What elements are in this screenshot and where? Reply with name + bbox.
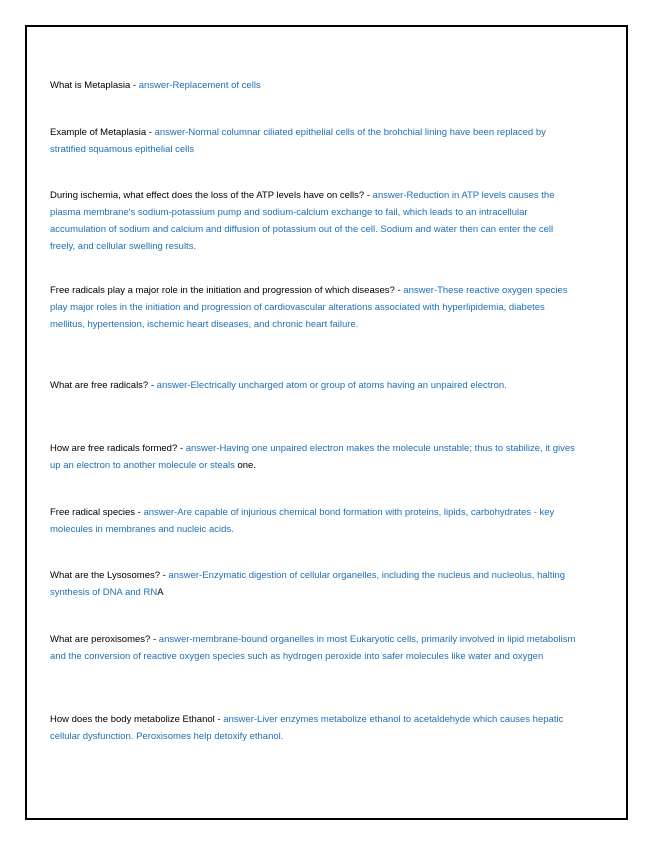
- answer-text: answer-Having one unpaired electron makes the molecule unstable; thus to stabilize, it gives up an electron to another molecule or steals: [50, 443, 575, 471]
- qa-item: [50, 282, 580, 333]
- answer-text: answer-Liver enzymes metabolize ethanol to acetaldehyde which causes hepatic cellular dysfunction. Peroxisomes help detoxify ethanol.: [50, 714, 564, 742]
- separator: -: [394, 285, 404, 296]
- question-text: What are the Lysosomes?: [50, 570, 161, 581]
- separator: -: [214, 714, 224, 725]
- question-text: How does the body metabolize Ethanol: [50, 714, 215, 725]
- answer-text: answer-Normal columnar ciliated epithelial cells of the brohchial lining have been replaced by stratified squamous epithelial cells: [50, 127, 546, 155]
- answer-tail: one.: [234, 460, 256, 471]
- separator: -: [177, 443, 186, 454]
- separator: -: [146, 127, 155, 138]
- question-text: Example of Metaplasia: [50, 127, 147, 138]
- separator: -: [150, 634, 159, 645]
- qa-item: [50, 567, 580, 601]
- qa-item: [50, 187, 580, 255]
- answer-text: answer-These reactive oxygen species play major roles in the initiation and progression of cardiovascular alterations associated with hyperlipidemia, diabetes mellitus, hypertension, ischemic heart diseases, and chronic heart failure.: [50, 285, 568, 330]
- answer-tail: A: [157, 587, 164, 598]
- question-text: Free radical species: [50, 507, 136, 518]
- separator: -: [148, 380, 157, 391]
- answer-text: answer-Replacement of cells: [138, 80, 261, 91]
- separator: -: [364, 190, 373, 201]
- separator: -: [135, 507, 144, 518]
- question-text: Free radicals play a major role in the initiation and progression of which diseases?: [50, 285, 395, 296]
- answer-text: answer-Are capable of injurious chemical bond formation with proteins, lipids, carbohydrates - key molecules in membranes and nucleic acids.: [50, 507, 555, 535]
- answer-text: answer-Electrically uncharged atom or group of atoms having an unpaired electron.: [156, 380, 507, 391]
- qa-item: [50, 77, 580, 94]
- separator: -: [130, 80, 139, 91]
- qa-item: [50, 631, 580, 665]
- question-text: During ischemia, what effect does the loss of the ATP levels have on cells?: [50, 190, 365, 201]
- separator: -: [160, 570, 169, 581]
- question-text: How are free radicals formed?: [50, 443, 178, 454]
- qa-item: [50, 440, 580, 474]
- qa-item: [50, 124, 580, 158]
- qa-item: [50, 504, 580, 538]
- answer-text: answer-Reduction in ATP levels causes the plasma membrane's sodium-potassium pump and sodium-calcium exchange to fail, which leads to an intracellular accumulation of sodium and calcium and diffusion of potassium out of the cell. Sodium and water then can enter the cell freely, and cellular swelling results.: [50, 190, 555, 252]
- question-text: What are free radicals?: [50, 380, 149, 391]
- qa-item: [50, 711, 580, 745]
- question-text: What is Metaplasia: [50, 80, 131, 91]
- answer-text: answer-Enzymatic digestion of cellular organelles, including the nucleus and nucleolus, halting synthesis of DNA and RN: [50, 570, 566, 598]
- qa-item: [50, 377, 580, 394]
- answer-text: answer-membrane-bound organelles in most Eukaryotic cells, primarily involved in lipid metabolism and the conversion of reactive oxygen species such as hydrogen peroxide into safer molecules like water and oxygen: [50, 634, 576, 662]
- question-text: What are peroxisomes?: [50, 634, 151, 645]
